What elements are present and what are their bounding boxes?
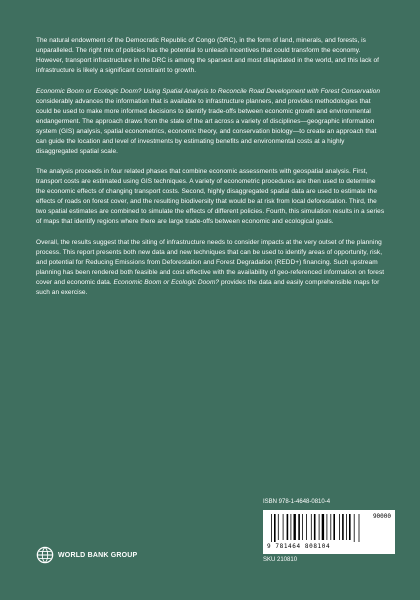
barcode-stripe xyxy=(306,514,307,540)
barcode-stripe xyxy=(287,514,289,540)
barcode xyxy=(263,510,395,554)
paragraph-report-summary-text: considerably advances the information that is available to infrastructure planners, and provides methodologies that could be used to make more informed decisions to identify trade-offs between economic growth and environmental endangerment. The approach draws from the state of the art across a variety of disciplines—geographic information system (GIS) analysis, spatial econometrics, economic theory, and conservation biology—to create an approach that can guide the location and level of investments by estimating benefits and environmental costs at a highly disaggregated spatial scale. xyxy=(36,97,377,155)
barcode-stripe xyxy=(333,514,335,540)
book-title-short-italic: Economic Boom or Ecologic Doom? xyxy=(113,278,220,286)
sku-label: SKU 210810 xyxy=(263,557,298,563)
barcode-price-code: 90000 xyxy=(372,513,391,520)
barcode-stripe xyxy=(271,514,272,542)
globe-icon xyxy=(36,546,54,564)
book-title-italic: Economic Boom or Ecologic Doom? Using Spatial Analysis to Reconcile Road Development with Forest Conservation xyxy=(36,87,381,95)
barcode-stripe xyxy=(311,514,312,540)
barcode-stripe xyxy=(359,514,360,542)
barcode-stripe xyxy=(298,514,300,540)
barcode-stripe xyxy=(294,514,296,540)
barcode-stripe xyxy=(322,514,324,540)
barcode-stripe xyxy=(330,514,331,540)
barcode-stripe xyxy=(354,514,355,542)
back-cover-text xyxy=(36,36,386,308)
barcode-stripe xyxy=(314,514,316,540)
barcode-stripe xyxy=(302,514,303,540)
barcode-stripe xyxy=(278,514,279,540)
barcode-stripe xyxy=(349,514,351,540)
barcode-stripe xyxy=(346,514,347,540)
barcode-stripe xyxy=(342,514,344,540)
barcode-stripe xyxy=(319,514,320,540)
paragraph-conclusion-end: provides the data and easily comprehensible maps for such an exercise. xyxy=(36,278,380,296)
paragraph-intro: The natural endowment of the Democratic Republic of Congo (DRC), in the form of land, minerals, and forests, is unparalleled. The right mix of policies has the potential to unleash incentives that could transform the economy. However, transport infrastructure in the DRC is among the sparsest and most dilapidated in the world, and this lack of infrastructure is likely a significant constraint to growth. xyxy=(36,37,379,74)
barcode-stripe xyxy=(339,514,340,540)
barcode-stripe xyxy=(291,514,292,540)
barcode-bars xyxy=(269,514,365,542)
barcode-stripe xyxy=(283,514,284,540)
isbn-label: ISBN 978-1-4648-0810-4 xyxy=(263,499,331,505)
paragraph-report-summary xyxy=(36,87,386,157)
world-bank-logo xyxy=(36,546,137,564)
barcode-stripe xyxy=(274,514,276,542)
paragraph-analysis-phases: The analysis proceeds in four related phases that combine economic assessments with geospatial analysis. First, transport costs are estimated using GIS techniques. A variety of econometric procedures are then used to determine the economic effects of changing transport costs. Second, highly disaggregated spatial data are used to estimate the effects of roads on forest cover, and the resulting biodiversity that would be at risk from local deforestation. Third, the two spatial estimates are combined to simulate the effects of different policies. Fourth, this simulation results in a series of maps that identify regions where there are large trade-offs between economic and ecological goals. xyxy=(36,168,385,225)
barcode-digits: 9 781464 808104 xyxy=(267,543,331,550)
paragraph-conclusion-text: Overall, the results suggest that the siting of infrastructure needs to consider impacts at the very outset of the planning process. This report presents both new data and new techniques that can be used to identify areas of opportunity, risk, and potential for Reducing Emissions from Deforestation and Forest Degradation (REDD+) financing. Such upstream planning has been rendered both feasible and cost effective with the availability of geo-referenced information on forest cover and economic data. xyxy=(36,238,385,286)
barcode-stripe xyxy=(327,514,328,540)
logo-text: WORLD BANK GROUP xyxy=(58,551,138,559)
paragraph-conclusion xyxy=(36,238,386,298)
